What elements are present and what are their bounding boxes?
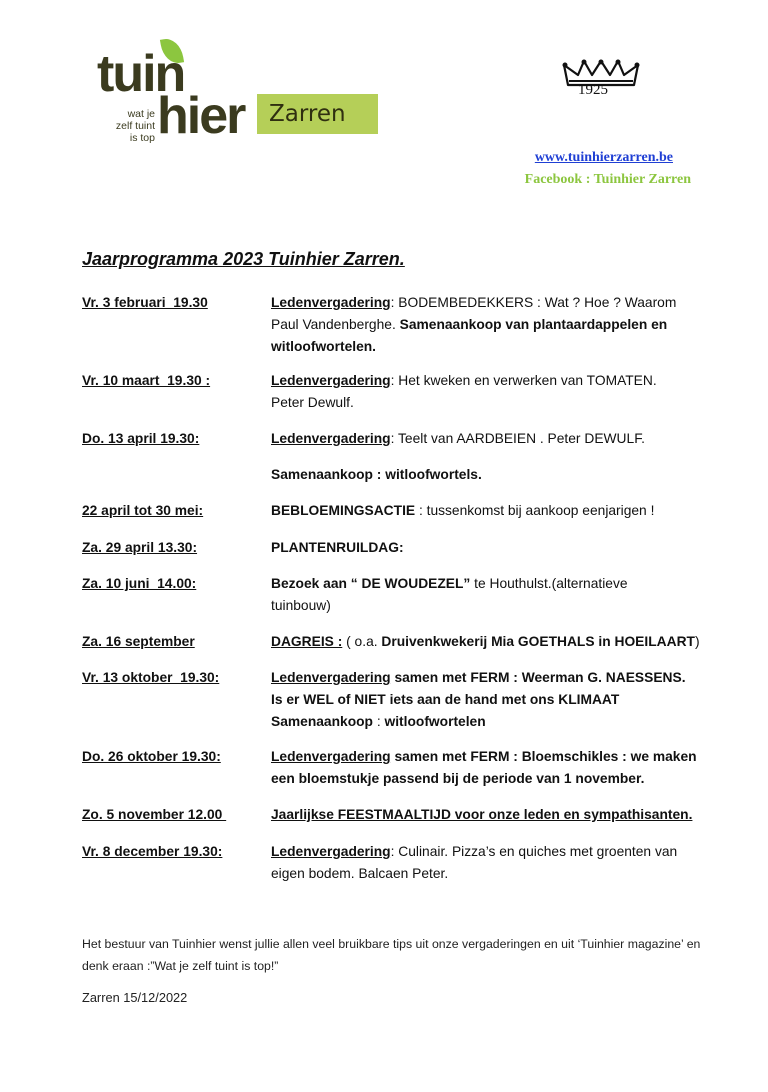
event-date: Vr. 13 oktober 19.30: [82,670,220,685]
event-description [271,292,711,358]
event-description [271,428,711,450]
event-text: Jaarlijkse FEESTMAALTIJD voor onze leden en sympathisanten. [271,807,693,822]
event-description [271,537,711,559]
event-line [271,370,711,392]
event-line [271,292,711,314]
event-line [271,537,711,559]
event-line [271,631,711,653]
event-text: Ledenvergadering [271,844,391,859]
event-line [271,314,711,336]
event-text: DAGREIS : [271,634,343,649]
event-line [271,863,711,885]
event-text: Ledenvergadering [271,295,391,310]
event-description [271,573,711,617]
event-text: te Houthulst.(alternatieve [470,576,628,591]
event-line [271,768,711,790]
event-description [271,841,711,885]
event-line [271,392,711,414]
website-link[interactable]: www.tuinhierzarren.be [534,150,673,165]
event-line [271,336,711,358]
event-line [271,804,711,826]
event-line [271,428,711,450]
event-description [271,370,711,414]
event-text: samen met FERM : Bloemschikles : we maken [390,749,697,764]
event-text: Samenaankoop van plantaardappelen en [399,317,668,332]
event-text: Druivenkwekerij Mia GOETHALS in HOEILAART [381,634,695,649]
event-text: : Teelt van AARDBEIEN . Peter DEWULF. [390,431,645,446]
event-text: Ledenvergadering [271,670,391,685]
event-text: een bloemstukje passend bij de periode van 1 november. [271,771,645,786]
logo-tagline: wat je zelf tuint is top [115,108,155,144]
event-text: witloofwortelen [384,714,486,729]
logo-word-tuin: tuin [97,45,185,103]
event-text: Ledenvergadering [271,749,391,764]
event-line [271,689,711,711]
event-text: : tussenkomst bij aankoop eenjarigen ! [415,503,655,518]
footer-message: Het bestuur van Tuinhier wenst jullie allen veel bruikbare tips uit onze vergaderingen en uit ‘Tuinhier magazine’ en denk eraan :”Wat je zelf tuint is top!” [82,937,701,973]
event-date: Vr. 8 december 19.30: [82,844,223,859]
event-text: tuinbouw) [271,598,331,613]
event-text: Ledenvergadering [271,431,391,446]
event-text: ( o.a. [342,634,382,649]
event-line [271,667,711,689]
event-date: Do. 26 oktober 19.30: [82,749,221,764]
event-description [271,631,711,653]
event-date: Vr. 10 maart 19.30 : [82,373,211,388]
event-description [271,500,711,522]
event-text: eigen bodem. Balcaen Peter. [271,866,449,881]
event-date: Za. 16 september [82,634,195,649]
event-text: Is er WEL of NIET iets aan de hand met ons KLIMAAT [271,692,620,707]
event-line [271,500,711,522]
event-text: : BODEMBEDEKKERS : Wat ? Hoe ? Waarom [390,295,677,310]
event-text: : [372,714,385,729]
event-description [271,804,711,826]
page-title: Jaarprogramma 2023 Tuinhier Zarren. [82,249,405,269]
event-line [271,573,711,595]
event-text: Peter Dewulf. [271,395,354,410]
event-line [271,841,711,863]
facebook-label: Facebook : Tuinhier Zarren [524,172,691,187]
place-date: Zarren 15/12/2022 [82,990,188,1005]
tuinhier-logo [97,38,257,150]
event-line [271,746,711,768]
event-description [271,667,711,733]
event-text: witloofwortelen. [271,339,377,354]
event-text: Bezoek aan “ DE WOUDEZEL” [271,576,471,591]
event-text: Samenaankoop [271,714,373,729]
event-line [271,464,711,486]
event-date: Vr. 3 februari 19.30 [82,295,208,310]
event-date: Za. 10 juni 14.00: [82,576,197,591]
event-date: Zo. 5 november 12.00 [82,807,227,822]
event-date: 22 april tot 30 mei: [82,503,204,518]
event-line [271,595,711,617]
event-text: : Culinair. Pizza’s en quiches met groenten van [390,844,678,859]
event-date: Do. 13 april 19.30: [82,431,200,446]
event-text: BEBLOEMINGSACTIE [271,503,416,518]
logo-word-hier: hier [157,87,245,145]
event-text: PLANTENRUILDAG: [271,540,404,555]
event-description [271,464,711,486]
event-text: ) [694,634,700,649]
branch-label: Zarren [257,94,378,134]
event-text: : Het kweken en verwerken van TOMATEN. [390,373,657,388]
event-date: Za. 29 april 13.30: [82,540,198,555]
event-text: Paul Vandenberghe. [271,317,400,332]
event-text: samen met FERM : Weerman G. NAESSENS. [390,670,686,685]
event-text: Samenaankoop : witloofwortels. [271,467,482,482]
event-description [271,746,711,790]
event-line [271,711,711,733]
founding-year: 1925 [578,82,608,98]
event-text: Ledenvergadering [271,373,391,388]
